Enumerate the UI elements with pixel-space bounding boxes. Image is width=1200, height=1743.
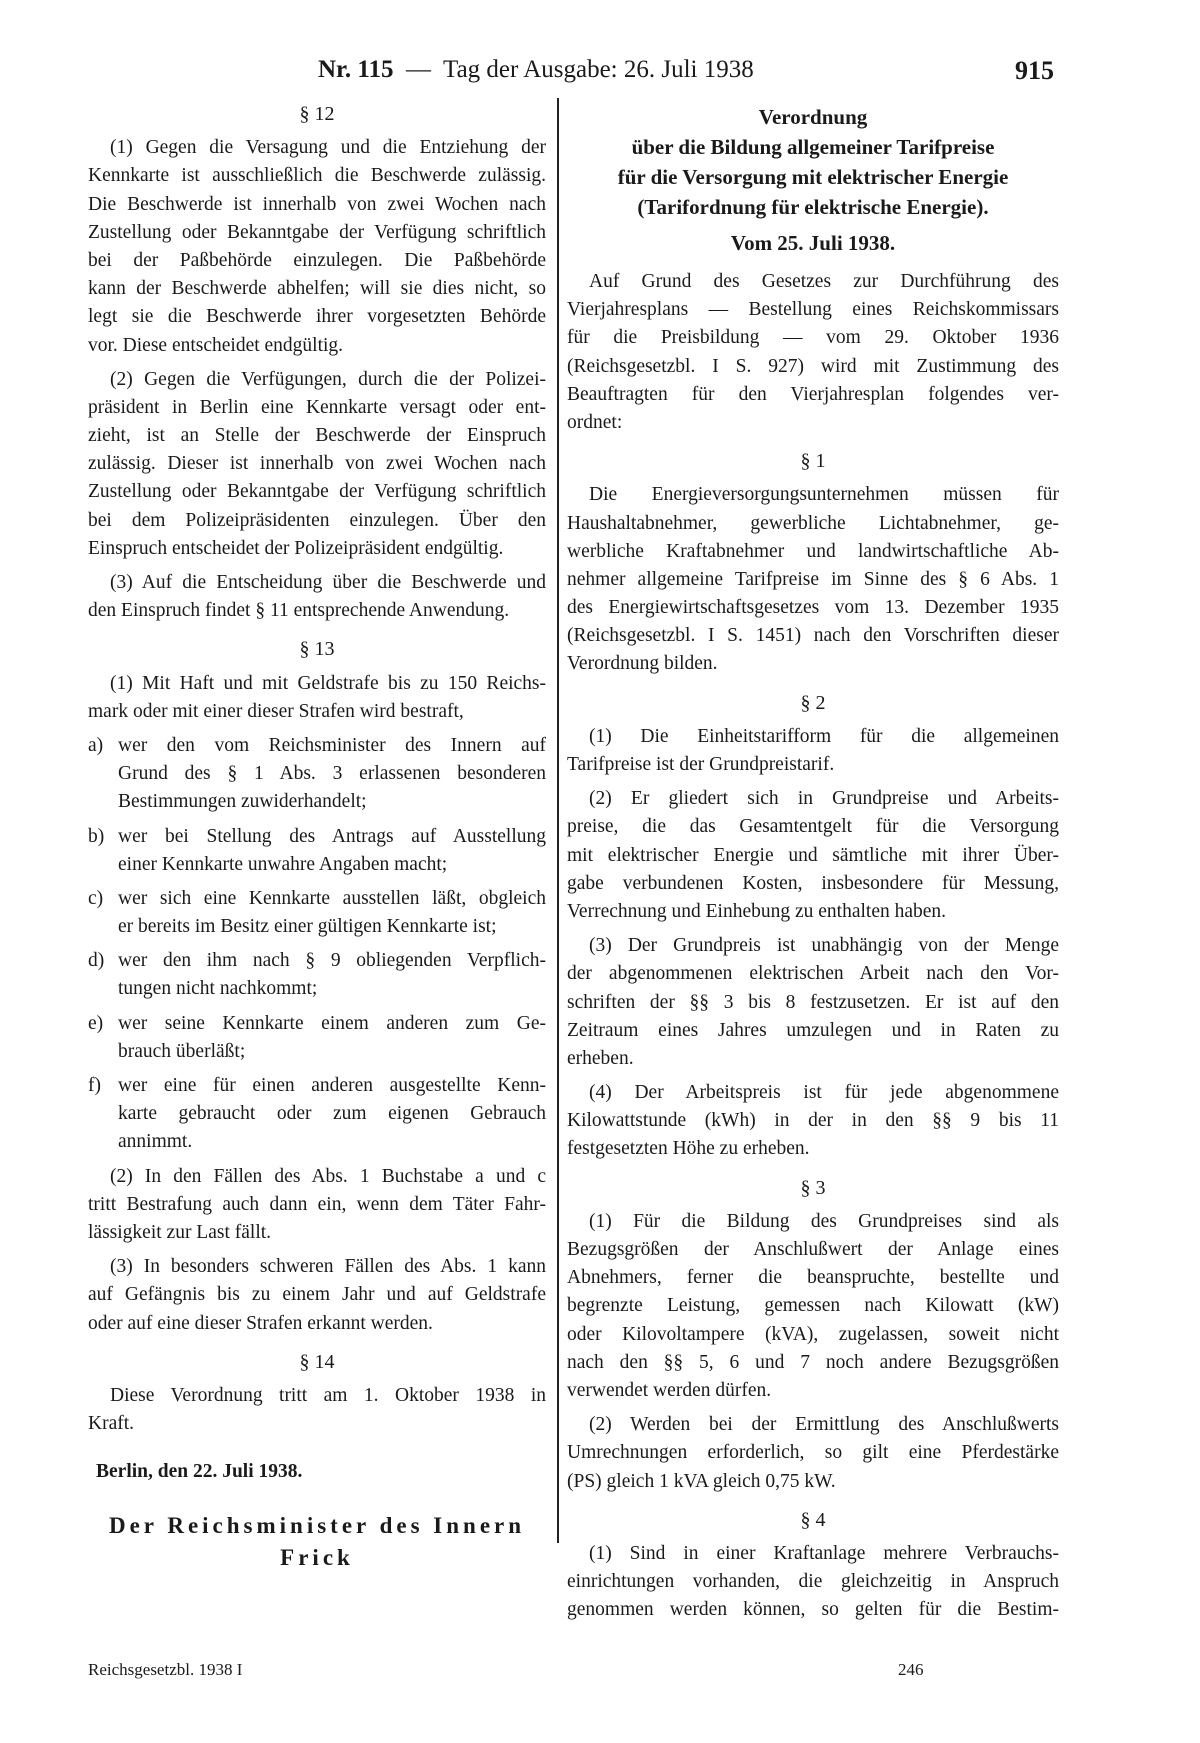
text-line: Grund des § 1 Abs. 3 erlassenen besonderen [118,763,546,785]
text-line: (Reichsgesetzbl. I S. 1451) nach den Vorschriften dieser [567,625,1059,647]
para-block [88,366,546,563]
para-block [88,134,546,360]
text-line: Haushaltabnehmer, gewerbliche Lichtabnehmer, ge- [567,512,1059,534]
item-label: e) [88,1012,104,1034]
text-line: (1) Die Einheitstarifform für die allgemeinen [589,725,1059,747]
text-line: des Energiewirtschaftsgesetzes vom 13. Dezember 1935 [567,597,1059,619]
issue-date: Tag der Ausgabe: 26. Juli 1938 [443,56,754,83]
text-line: Die Beschwerde ist innerhalb von zwei Wochen nach [88,193,546,215]
text-line: Kilowattstunde (kWh) in der in den §§ 9 bis 11 [567,1110,1059,1132]
column-divider [557,98,559,1543]
section-heading: § 12 [299,103,335,125]
text-line: legt sie die Beschwerde ihrer vorgesetzten Behörde [88,306,546,328]
text-line: Zustellung oder Bekanntgabe der Verfügung schriftlich [88,481,546,503]
text-line: brauch überläßt; [118,1040,246,1062]
section-block [88,1348,546,1376]
item-label: f) [88,1075,101,1096]
right-column [567,90,1059,1624]
item-text [118,823,546,879]
text-line: wer bei Stellung des Antrags auf Ausstellung [118,825,546,847]
section-heading: § 13 [299,638,335,661]
text-line: (1) Gegen die Versagung und die Entziehung der [110,137,546,159]
text-line: einrichtungen vorhanden, die gleichzeitig in Anspruch [567,1571,1059,1593]
section-block [567,689,1059,717]
text-line: Verrechnung und Einhebung zu enthalten haben. [567,900,947,922]
text-line: wer seine Kennkarte einem anderen zum Ge- [118,1012,546,1034]
text-line: (2) Werden bei der Ermittlung des Anschlußwerts [589,1414,1059,1436]
item-label: d) [88,950,105,972]
section-heading: § 3 [800,1176,826,1199]
text-line: Diese Verordnung tritt am 1. Oktober 1938 in [110,1384,546,1406]
header-separator: — [405,56,431,83]
text-line: den Einspruch findet § 11 entsprechende Anwendung. [88,600,510,622]
issue-number: Nr. 115 [318,56,394,83]
item-text [118,1010,546,1066]
text-line: (4) Der Arbeitspreis ist für jede abgenommene [589,1082,1059,1104]
running-header [318,56,754,84]
item-block [88,885,546,941]
item-block [88,732,546,817]
text-line: mit elektrischer Energie und sämtliche mit ihrer Über- [567,844,1059,866]
text-line: wer den ihm nach § 9 obliegenden Verpflich- [118,950,546,972]
text-line: tritt Bestrafung auch dann ein, wenn dem Täter Fahr- [88,1193,546,1215]
para-block [567,1411,1059,1496]
text-line: mark oder mit einer dieser Strafen wird bestraft, [88,700,464,722]
section-block [567,447,1059,475]
text-line: begrenzte Leistung, gemessen nach Kilowatt (kW) [567,1295,1059,1317]
text-line: festgesetzten Höhe zu erheben. [567,1138,810,1160]
text-line: bei dem Polizeipräsidenten einzulegen. Über den [88,509,546,531]
text-line: tungen nicht nachkommt; [118,978,318,1000]
decree-title-line: für die Versorgung mit elektrischer Energie [617,165,1009,189]
text-line: verwendet werden dürfen. [567,1379,772,1401]
decree-title-line: über die Bildung allgemeiner Tarifpreise [631,135,995,159]
item-text [118,1072,546,1157]
item-block [88,947,546,1003]
text-line: Zeitraum eines Jahres umzulegen und in Raten zu [567,1019,1059,1041]
para-block [567,268,1059,437]
section-heading: § 2 [800,691,826,714]
text-line: bei der Paßbehörde einzulegen. Die Paßbehörde [88,249,546,271]
text-line: Bezugsgrößen der Anschlußwert der Anlage eines [567,1239,1059,1260]
section-block [567,1174,1059,1202]
text-line: oder auf eine dieser Strafen erkannt werden. [88,1312,433,1334]
page-number: 915 [1015,56,1054,85]
para-block [567,932,1059,1073]
text-line: Abnehmers, ferner die beanspruchte, bestellte und [567,1267,1059,1289]
para-block [567,723,1059,779]
text-line: annimmt. [118,1131,193,1153]
section-block [88,635,546,663]
text-line: zieht, ist an Stelle der Beschwerde der Einspruch [88,425,546,447]
place-date: Berlin, den 22. Juli 1938. [96,1461,303,1483]
signature-block [88,1510,546,1574]
item-label: c) [88,887,104,909]
text-line: gabe verbundenen Kosten, insbesondere für Messung, [567,872,1059,894]
text-line: (3) Auf die Entscheidung über die Beschwerde und [110,572,546,593]
item-label: b) [88,825,105,847]
item-block [88,1010,546,1066]
text-line: (Reichsgesetzbl. I S. 927) wird mit Zustimmung des [567,355,1059,377]
text-line: Auf Grund des Gesetzes zur Durchführung des [589,271,1059,292]
item-block [88,1072,546,1157]
text-line: karte gebraucht oder zum eigenen Gebrauch [118,1103,546,1125]
text-line: Umrechnungen erforderlich, so gilt eine Pferdestärke [567,1442,1059,1464]
text-line: werbliche Kraftabnehmer und landwirtschaftliche Ab- [567,540,1059,562]
text-line: (2) Er gliedert sich in Grundpreise und Arbeits- [589,788,1059,810]
text-line: auf Gefängnis bis zu einem Jahr und auf Geldstrafe [88,1284,546,1306]
para-block [88,1382,546,1438]
footer-source: Reichsgesetzbl. 1938 I [88,1660,243,1679]
text-line: Tarifpreise ist der Grundpreistarif. [567,754,835,775]
section-heading: § 1 [800,450,826,473]
text-line: Beauftragten für den Vierjahresplan folgendes ver- [567,383,1059,405]
para-block [88,1163,546,1248]
text-line: Kennkarte ist ausschließlich die Beschwerde zulässig. [88,165,546,187]
item-block [88,823,546,879]
item-text [118,885,546,941]
text-line: lässigkeit zur Last fällt. [88,1221,272,1243]
item-label: a) [88,734,104,756]
text-line: schriften der §§ 3 bis 8 festzusetzen. Er ist auf den [567,991,1059,1013]
place-date-block [88,1458,546,1486]
text-line: einer Kennkarte unwahre Angaben macht; [118,853,448,875]
text-line: Zustellung oder Bekanntgabe der Verfügung schriftlich [88,221,546,243]
text-line: wer den vom Reichsminister des Innern auf [118,734,546,756]
text-line: (1) Für die Bildung des Grundpreises sind als [589,1210,1059,1232]
text-line: erheben. [567,1047,634,1069]
para-block [567,785,1059,926]
text-line: für die Preisbildung — vom 29. Oktober 1936 [567,327,1059,349]
signatory-title: Der Reichsminister des Innern [108,1513,526,1539]
text-line: zulässig. Dieser ist innerhalb von zwei Wochen nach [88,453,546,475]
text-line: preise, die das Gesamtentgelt für die Versorgung [567,816,1059,838]
text-line: (PS) gleich 1 kVA gleich 0,75 kW. [567,1470,836,1492]
text-line: (1) Sind in einer Kraftanlage mehrere Verbrauchs- [589,1542,1059,1564]
text-line: Vierjahresplans — Bestellung eines Reichskommissars [567,299,1059,321]
section-heading: § 4 [800,1508,826,1531]
text-line: wer eine für einen anderen ausgestellte Kenn- [118,1075,546,1096]
text-line: (2) In den Fällen des Abs. 1 Buchstabe a und c [110,1165,546,1187]
decree-title-line: Verordnung [758,105,868,129]
text-line: (3) In besonders schweren Fällen des Abs. 1 kann [110,1256,546,1278]
section-block [567,1506,1059,1534]
text-line: nach den §§ 5, 6 und 7 noch andere Bezugsgrößen [567,1351,1059,1373]
text-line: Verordnung bilden. [567,653,718,675]
text-line: nehmer allgemeine Tarifpreise im Sinne des § 6 Abs. 1 [567,568,1059,590]
text-line: er bereits im Besitz einer gültigen Kennkarte ist; [118,916,497,938]
text-line: (3) Der Grundpreis ist unabhängig von der Menge [589,935,1059,957]
decree-title-line: Vom 25. Juli 1938. [730,231,896,255]
signatory-name: Frick [280,1545,354,1571]
text-line: (2) Gegen die Verfügungen, durch die der Polizei- [110,368,546,390]
para-block [567,481,1059,678]
text-line: präsident in Berlin eine Kennkarte versagt oder ent- [88,396,546,418]
text-line: oder Kilovoltampere (kVA), zugelassen, soweit nicht [567,1323,1059,1345]
text-line: Die Energieversorgungsunternehmen müssen für [589,484,1059,506]
text-line: Einspruch entscheidet der Polizeipräsident endgültig. [88,537,504,559]
para-block [567,1208,1059,1405]
text-line: (1) Mit Haft und mit Geldstrafe bis zu 150 Reichs- [110,672,546,694]
item-text [118,732,546,817]
item-text [118,947,546,1003]
para-block [88,569,546,625]
text-line: kann der Beschwerde abhelfen; will sie dies nicht, so [88,278,546,300]
decree-title-line: (Tarifordnung für elektrische Energie). [637,195,989,219]
text-line: vor. Diese entscheidet endgültig. [88,334,344,356]
left-column [88,90,546,1574]
para-block [567,1079,1059,1164]
para-block [88,670,546,726]
text-line: wer sich eine Kennkarte ausstellen läßt, obgleich [118,887,546,909]
text-line: der abgenommenen elektrischen Arbeit nach den Vor- [567,963,1059,985]
text-line: Bestimmungen zuwiderhandelt; [118,791,367,813]
section-block [88,100,546,128]
title-block [567,102,1059,258]
text-line: genommen werden können, so gelten für die Bestim- [567,1599,1059,1621]
para-block [88,1253,546,1338]
text-line: Kraft. [88,1413,135,1435]
footer-sheet-number: 246 [898,1660,924,1679]
section-heading: § 14 [299,1350,335,1373]
para-continues-block [567,1540,1059,1625]
text-line: ordnet: [567,411,623,433]
